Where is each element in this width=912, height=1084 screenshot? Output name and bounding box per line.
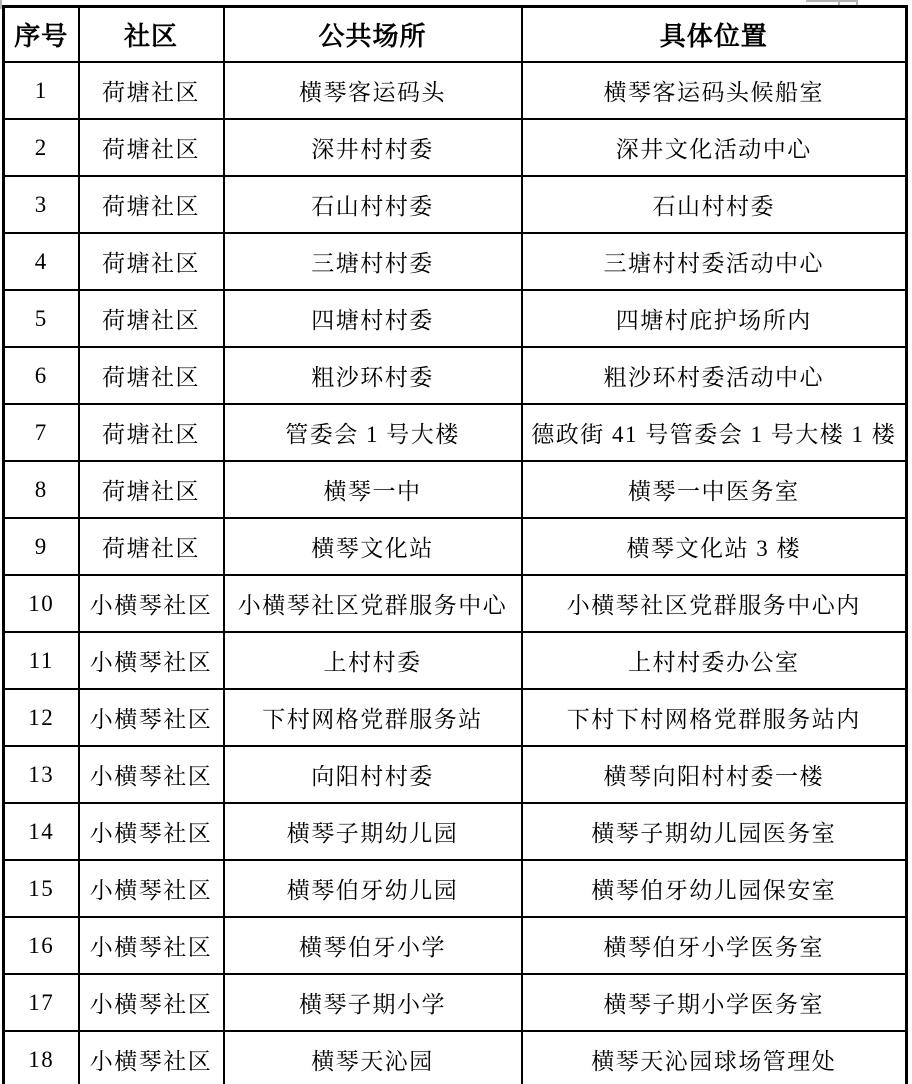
table-cell-index: 8 — [4, 461, 79, 518]
table-row — [4, 347, 907, 404]
table-cell-venue: 深井村村委 — [224, 119, 522, 176]
table-cell-venue: 横琴文化站 — [224, 518, 522, 575]
table-cell-community: 小横琴社区 — [79, 632, 224, 689]
column-header-venue: 公共场所 — [224, 7, 522, 63]
table-cell-venue: 粗沙环村委 — [224, 347, 522, 404]
table-row — [4, 917, 907, 974]
table-row — [4, 860, 907, 917]
table-cell-community: 荷塘社区 — [79, 518, 224, 575]
table-cell-index: 11 — [4, 632, 79, 689]
table-row — [4, 632, 907, 689]
table-cell-community: 荷塘社区 — [79, 347, 224, 404]
table-cell-community: 荷塘社区 — [79, 176, 224, 233]
table-cell-community: 荷塘社区 — [79, 62, 224, 119]
table-cell-venue: 向阳村村委 — [224, 746, 522, 803]
table-cell-community: 小横琴社区 — [79, 860, 224, 917]
table-cell-venue: 横琴伯牙小学 — [224, 917, 522, 974]
table-cell-location: 粗沙环村委活动中心 — [522, 347, 907, 404]
table-row — [4, 803, 907, 860]
table-cell-index: 2 — [4, 119, 79, 176]
table-cell-venue: 三塘村村委 — [224, 233, 522, 290]
table-cell-community: 小横琴社区 — [79, 974, 224, 1031]
table-cell-location: 横琴天沁园球场管理处 — [522, 1031, 907, 1084]
table-cell-location: 横琴伯牙小学医务室 — [522, 917, 907, 974]
table-cell-index: 12 — [4, 689, 79, 746]
table-row — [4, 1031, 907, 1084]
table-cell-community: 小横琴社区 — [79, 917, 224, 974]
table-cell-index: 10 — [4, 575, 79, 632]
table-cell-location: 深井文化活动中心 — [522, 119, 907, 176]
table-cell-location: 横琴子期幼儿园医务室 — [522, 803, 907, 860]
table-row — [4, 176, 907, 233]
column-header-location: 具体位置 — [522, 7, 907, 63]
table-cell-community: 荷塘社区 — [79, 404, 224, 461]
table-body — [4, 62, 907, 1084]
table-cell-index: 1 — [4, 62, 79, 119]
table-cell-venue: 管委会 1 号大楼 — [224, 404, 522, 461]
table-cell-index: 5 — [4, 290, 79, 347]
table-cell-index: 6 — [4, 347, 79, 404]
table-cell-venue: 石山村村委 — [224, 176, 522, 233]
table-cell-index: 15 — [4, 860, 79, 917]
table-cell-venue: 横琴子期幼儿园 — [224, 803, 522, 860]
table-cell-index: 3 — [4, 176, 79, 233]
table-cell-index: 7 — [4, 404, 79, 461]
table-cell-index: 4 — [4, 233, 79, 290]
table-cell-community: 荷塘社区 — [79, 290, 224, 347]
table-cell-community: 小横琴社区 — [79, 803, 224, 860]
table-row — [4, 461, 907, 518]
table-cell-community: 荷塘社区 — [79, 461, 224, 518]
table-cell-venue: 横琴一中 — [224, 461, 522, 518]
table-row — [4, 404, 907, 461]
table-cell-venue: 四塘村村委 — [224, 290, 522, 347]
table-cell-venue: 上村村委 — [224, 632, 522, 689]
table-cell-index: 9 — [4, 518, 79, 575]
table-cell-location: 横琴一中医务室 — [522, 461, 907, 518]
table-cell-location: 下村下村网格党群服务站内 — [522, 689, 907, 746]
table-cell-location: 上村村委办公室 — [522, 632, 907, 689]
table-cell-location: 横琴客运码头候船室 — [522, 62, 907, 119]
table-cell-community: 荷塘社区 — [79, 233, 224, 290]
table-cell-venue: 横琴客运码头 — [224, 62, 522, 119]
table-cell-community: 小横琴社区 — [79, 746, 224, 803]
table-cell-location: 小横琴社区党群服务中心内 — [522, 575, 907, 632]
table-cell-venue: 小横琴社区党群服务中心 — [224, 575, 522, 632]
table-header-row — [4, 7, 907, 63]
table-cell-community: 小横琴社区 — [79, 575, 224, 632]
table-cell-community: 小横琴社区 — [79, 1031, 224, 1084]
table-cell-location: 横琴向阳村村委一楼 — [522, 746, 907, 803]
table-row — [4, 518, 907, 575]
table-cell-location: 横琴伯牙幼儿园保安室 — [522, 860, 907, 917]
table-cell-community: 荷塘社区 — [79, 119, 224, 176]
table-cell-location: 四塘村庇护场所内 — [522, 290, 907, 347]
table-cell-index: 16 — [4, 917, 79, 974]
table-row — [4, 746, 907, 803]
table-row — [4, 290, 907, 347]
table-cell-location: 德政街 41 号管委会 1 号大楼 1 楼 — [522, 404, 907, 461]
table-cell-venue: 横琴子期小学 — [224, 974, 522, 1031]
table-cell-index: 13 — [4, 746, 79, 803]
column-header-index: 序号 — [4, 7, 79, 63]
table-cell-location: 石山村村委 — [522, 176, 907, 233]
table-cell-index: 18 — [4, 1031, 79, 1084]
table-cell-location: 横琴子期小学医务室 — [522, 974, 907, 1031]
table-row — [4, 62, 907, 119]
table-cell-venue: 横琴天沁园 — [224, 1031, 522, 1084]
table-cell-location: 三塘村村委活动中心 — [522, 233, 907, 290]
table-cell-community: 小横琴社区 — [79, 689, 224, 746]
cropped-element-artifact — [806, 0, 858, 2]
table-cell-venue: 下村网格党群服务站 — [224, 689, 522, 746]
table-row — [4, 119, 907, 176]
public-places-table — [2, 5, 908, 1084]
table-row — [4, 575, 907, 632]
table-row — [4, 233, 907, 290]
table-cell-index: 17 — [4, 974, 79, 1031]
table-cell-venue: 横琴伯牙幼儿园 — [224, 860, 522, 917]
table-row — [4, 689, 907, 746]
column-header-community: 社区 — [79, 7, 224, 63]
table-cell-location: 横琴文化站 3 楼 — [522, 518, 907, 575]
table-row — [4, 974, 907, 1031]
table-cell-index: 14 — [4, 803, 79, 860]
